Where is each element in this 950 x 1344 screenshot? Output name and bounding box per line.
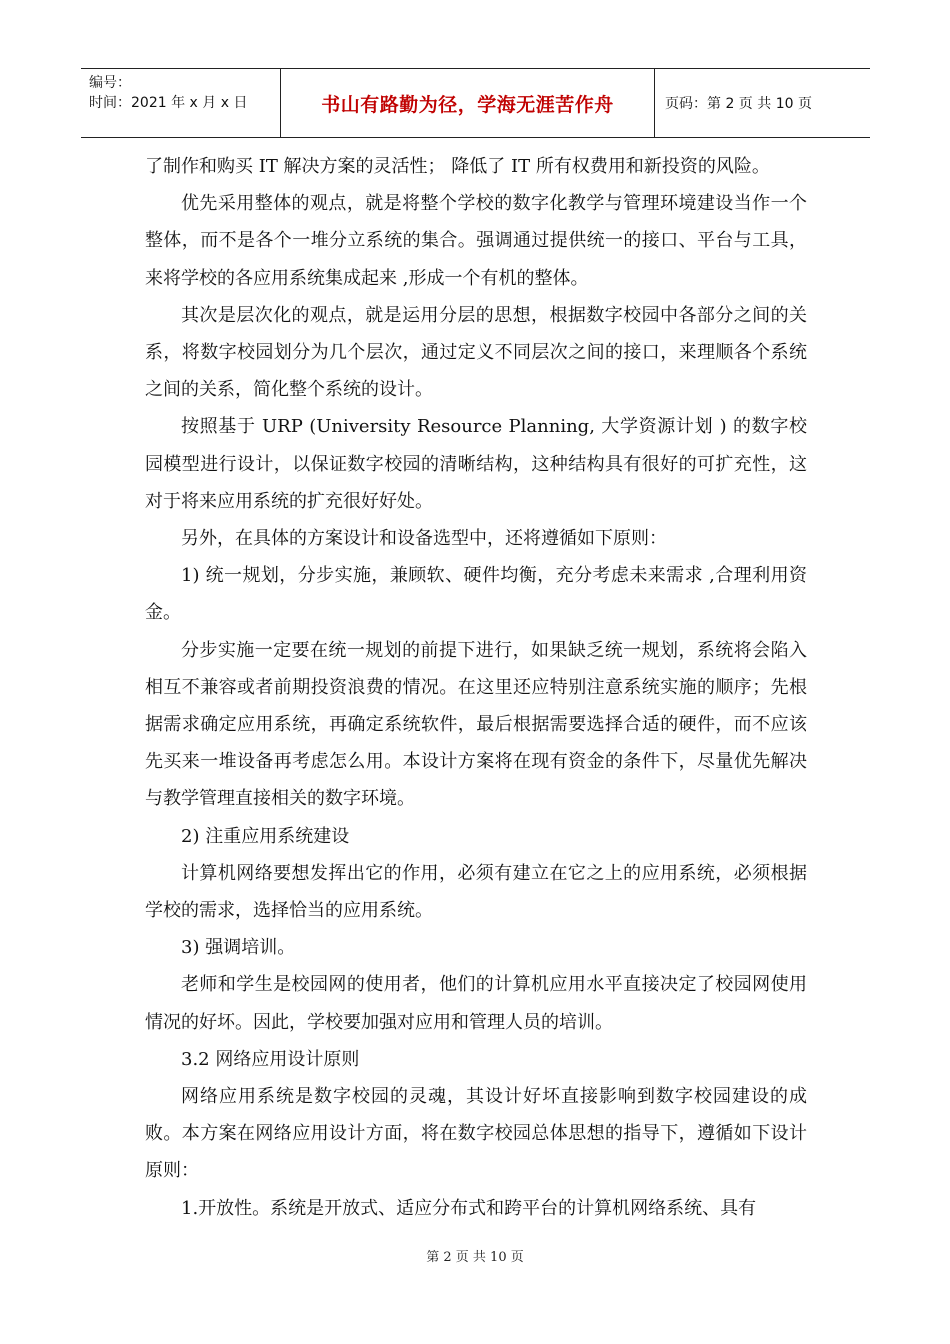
document-body: [145, 148, 807, 1227]
list-item: 3) 强调培训。: [181, 937, 296, 959]
section-heading: 3.2 网络应用设计原则: [181, 1048, 360, 1070]
paragraph: 另外，在具体的方案设计和设备选型中，还将遵循如下原则：: [181, 528, 667, 550]
page-footer: 第 2 页 共 10 页: [426, 1250, 524, 1265]
paragraph: 计算机网络要想发挥出它的作用，必须有建立在它之上的应用系统，必须根据学校的需求，选择恰当的应用系统。: [145, 862, 807, 922]
header-motto: 书山有路勤为径，学海无涯苦作舟: [281, 69, 655, 137]
header-page-info: 页码：第 2 页 共 10 页: [665, 96, 812, 112]
page-header: [81, 68, 870, 138]
paragraph: 老师和学生是校园网的使用者，他们的计算机应用水平直接决定了校园网使用情况的好坏。因此，学校要加强对应用和管理人员的培训。: [145, 974, 807, 1033]
paragraph: 其次是层次化的观点，就是运用分层的思想，根据数字校园中各部分之间的关系，将数字校园划分为几个层次，通过定义不同层次之间的接口，来理顺各个系统之间的关系，简化整个系统的设计。: [145, 304, 807, 401]
list-item: 1) 统一规划，分步实施，兼顾软、硬件均衡，充分考虑未来需求 ,合理利用资金。: [145, 565, 807, 624]
document-number-label: 编号：: [89, 75, 131, 91]
paragraph: 网络应用系统是数字校园的灵魂，其设计好坏直接影响到数字校园建设的成败。本方案在网络应用设计方面，将在数字校园总体思想的指导下，遵循如下设计原则：: [145, 1086, 807, 1182]
paragraph: 优先采用整体的观点，就是将整个学校的数字化教学与管理环境建设当作一个整体，而不是各个一堆分立系统的集合。强调通过提供统一的接口、平台与工具，来将学校的各应用系统集成起来 ,形成一个有机的整体。: [145, 193, 807, 289]
paragraph: 了制作和购买 IT 解决方案的灵活性； 降低了 IT 所有权费用和新投资的风险。: [145, 156, 770, 177]
document-date: 时间：2021 年 x 月 x 日: [89, 95, 248, 111]
paragraph: 按照基于 URP (University Resource Planning, 大学资源计划 ) 的数字校园模型进行设计，以保证数字校园的清晰结构，这种结构具有很好的可扩充性，这对于将来应用系统的扩充很好好处。: [145, 416, 807, 512]
header-meta: [81, 69, 281, 137]
list-item: 2) 注重应用系统建设: [181, 825, 350, 847]
paragraph: 分步实施一定要在统一规划的前提下进行，如果缺乏统一规划，系统将会陷入相互不兼容或者前期投资浪费的情况。在这里还应特别注意系统实施的顺序；先根据需求确定应用系统，再确定系统软件，最后根据需要选择合适的硬件，而不应该先买来一堆设备再考虑怎么用。本设计方案将在现有资金的条件下，尽量优先解决与教学管理直接相关的数字环境。: [145, 639, 807, 810]
list-item: 1.开放性。系统是开放式、适应分布式和跨平台的计算机网络系统、具有: [181, 1197, 757, 1219]
